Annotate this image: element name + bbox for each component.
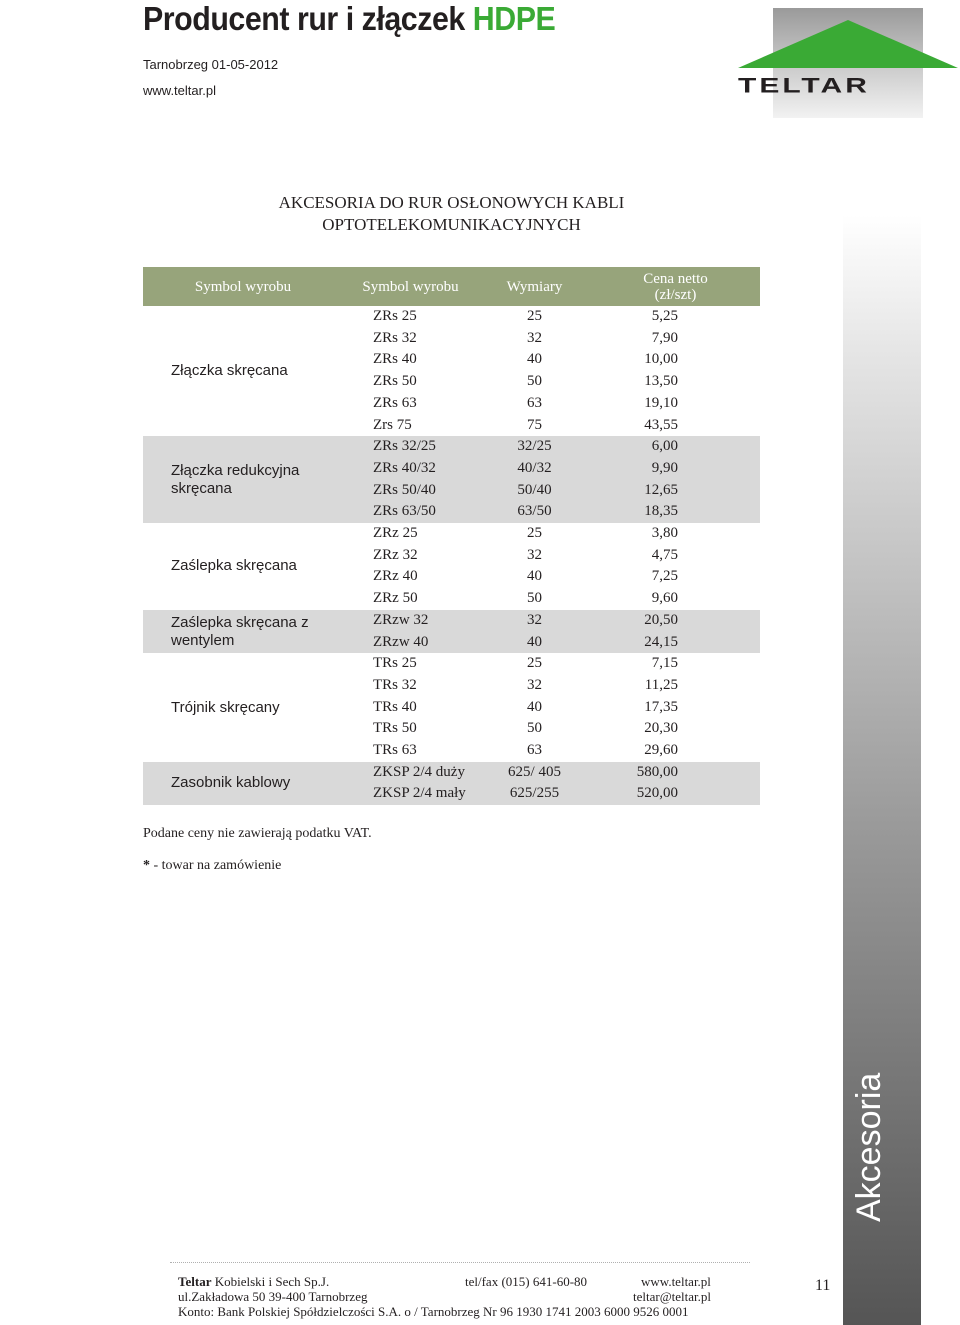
- footer-company-rest: Kobielski i Sech Sp.J.: [211, 1274, 330, 1289]
- product-symbol: TRs 32: [373, 676, 417, 693]
- table-row: [143, 762, 760, 784]
- product-symbol: ZRs 63/50: [343, 501, 478, 523]
- product-price: 18,35: [591, 501, 760, 523]
- product-dimension: 40: [478, 632, 591, 654]
- product-symbol: ZRs 40: [373, 351, 417, 368]
- header-date: Tarnobrzeg 01-05-2012: [143, 57, 279, 72]
- column-header-symbol: Symbol wyrobu: [343, 267, 478, 306]
- product-price: 6,00: [591, 436, 760, 458]
- product-dimension: 50: [527, 720, 542, 737]
- product-symbol: ZRs 25: [373, 308, 417, 324]
- column-header-dimensions: Wymiary: [478, 267, 591, 306]
- product-symbol: ZRzw 40: [343, 632, 478, 654]
- product-group-name: Złączka skręcana: [171, 362, 288, 380]
- product-symbol: TRs 50: [373, 720, 417, 737]
- product-group-name: Złączka redukcyjna skręcana: [143, 436, 343, 523]
- product-symbol: ZRz 50: [373, 590, 418, 607]
- product-dimension: 25: [527, 525, 542, 542]
- product-dimension: 63: [527, 394, 542, 411]
- product-symbol: ZRzw 32: [343, 610, 478, 632]
- order-note-text: - towar na zamówienie: [150, 858, 282, 873]
- product-price: 5,25: [651, 308, 678, 324]
- product-price: 19,10: [644, 394, 678, 411]
- product-symbol: ZRs 50: [373, 373, 417, 390]
- product-dimension: 32: [527, 329, 542, 346]
- product-symbol: ZKSP 2/4 duży: [343, 762, 478, 784]
- product-symbol: ZRs 32: [373, 329, 417, 346]
- document-title-line2: OPTOTELEKOMUNIKACYJNYCH: [322, 215, 581, 234]
- footer-email-link[interactable]: teltar@teltar.pl: [633, 1289, 712, 1304]
- order-note-star: *: [143, 858, 150, 873]
- product-dimension: 50: [527, 373, 542, 390]
- product-symbol: TRs 25: [373, 655, 417, 672]
- price-header-line2: (zł/szt): [654, 286, 697, 303]
- product-dimension: 63: [527, 742, 542, 759]
- product-dimension: 40: [527, 698, 542, 715]
- section-side-label: Akcesoria: [850, 1072, 888, 1222]
- product-dimension: 25: [527, 655, 542, 672]
- price-table-body: [143, 306, 760, 805]
- product-dimension: 32: [527, 676, 542, 693]
- product-price: 43,55: [644, 416, 678, 433]
- table-row: [143, 523, 760, 545]
- product-symbol: ZRs 32/25: [343, 436, 478, 458]
- footer-phone: tel/fax (015) 641-60-80: [465, 1274, 588, 1289]
- product-price: 580,00: [591, 762, 760, 784]
- product-dimension: 50/40: [478, 480, 591, 502]
- product-symbol: TRs 63: [373, 742, 417, 759]
- product-price: 7,15: [651, 655, 678, 672]
- product-price: 20,50: [591, 610, 760, 632]
- product-dimension: 32: [478, 610, 591, 632]
- product-dimension: 40: [527, 351, 542, 368]
- product-symbol: ZRz 25: [373, 525, 418, 542]
- table-header-row: [143, 267, 760, 306]
- product-symbol: ZRs 63: [373, 394, 417, 411]
- price-header-line1: Cena netto: [643, 270, 708, 287]
- product-dimension: 32: [527, 546, 542, 563]
- order-note: [143, 858, 281, 874]
- product-price: 20,30: [644, 720, 678, 737]
- logo-roof-icon: [738, 20, 958, 68]
- teltar-logo: TELTAR: [738, 74, 870, 98]
- product-dimension: 625/255: [478, 783, 591, 805]
- footer-address: ul.Zakładowa 50 39-400 Tarnobrzeg: [178, 1289, 368, 1304]
- product-dimension: 25: [527, 308, 542, 324]
- product-price: 12,65: [591, 480, 760, 502]
- page-number: 11: [815, 1277, 831, 1294]
- product-price: 10,00: [644, 351, 678, 368]
- footer-company-bold: Teltar: [178, 1274, 212, 1289]
- footer-bank: Konto: Bank Polskiej Spółdzielczości S.A. o / Tarnobrzeg Nr 96 1930 1741 2003 6000 9526 0001: [178, 1304, 689, 1319]
- document-title-line1: AKCESORIA DO RUR OSŁONOWYCH KABLI: [278, 193, 625, 212]
- product-price: 4,75: [651, 546, 678, 563]
- product-group-name: Zasobnik kablowy: [143, 762, 343, 805]
- product-price: 9,60: [651, 590, 678, 607]
- table-row: [143, 653, 760, 675]
- column-header-price: [591, 267, 760, 306]
- product-symbol: ZRz 32: [373, 546, 418, 563]
- footer-divider: [170, 1262, 750, 1263]
- product-dimension: 40: [527, 568, 542, 585]
- footer-company: [178, 1274, 329, 1289]
- product-symbol: ZRz 40: [373, 568, 418, 585]
- footer-website-link[interactable]: www.teltar.pl: [641, 1274, 711, 1289]
- product-dimension: 50: [527, 590, 542, 607]
- product-group-name: Zaślepka skręcana: [171, 557, 297, 575]
- product-price: 7,90: [651, 329, 678, 346]
- product-dimension: 40/32: [478, 458, 591, 480]
- product-price: 520,00: [591, 783, 760, 805]
- product-symbol: ZKSP 2/4 mały: [343, 783, 478, 805]
- product-symbol: Zrs 75: [373, 416, 412, 433]
- product-price: 13,50: [644, 373, 678, 390]
- table-row: [143, 306, 760, 328]
- product-symbol: TRs 40: [373, 698, 417, 715]
- price-table: [143, 267, 760, 805]
- vat-note: Podane ceny nie zawierają podatku VAT.: [143, 826, 372, 841]
- document-title: [143, 192, 760, 236]
- product-price: 9,90: [591, 458, 760, 480]
- product-price: 11,25: [644, 676, 678, 693]
- product-price: 24,15: [591, 632, 760, 654]
- product-price: 29,60: [644, 742, 678, 759]
- product-dimension: 32/25: [478, 436, 591, 458]
- product-group-name: Trójnik skręcany: [171, 698, 280, 716]
- header-title-accent: HDPE: [472, 0, 556, 37]
- column-header-group: Symbol wyrobu: [143, 267, 343, 306]
- product-symbol: ZRs 40/32: [343, 458, 478, 480]
- product-price: 17,35: [644, 698, 678, 715]
- product-price: 3,80: [651, 525, 678, 542]
- product-group-name: Zaślepka skręcana z wentylem: [143, 610, 343, 653]
- product-symbol: ZRs 50/40: [343, 480, 478, 502]
- header-website-link[interactable]: www.teltar.pl: [143, 83, 216, 98]
- table-row: [143, 436, 760, 458]
- table-row: [143, 610, 760, 632]
- product-dimension: 625/ 405: [478, 762, 591, 784]
- header-title-main: Producent rur i złączek: [143, 0, 473, 37]
- product-dimension: 75: [527, 416, 542, 433]
- product-dimension: 63/50: [478, 501, 591, 523]
- page-header-title: [143, 0, 555, 38]
- product-price: 7,25: [651, 568, 678, 585]
